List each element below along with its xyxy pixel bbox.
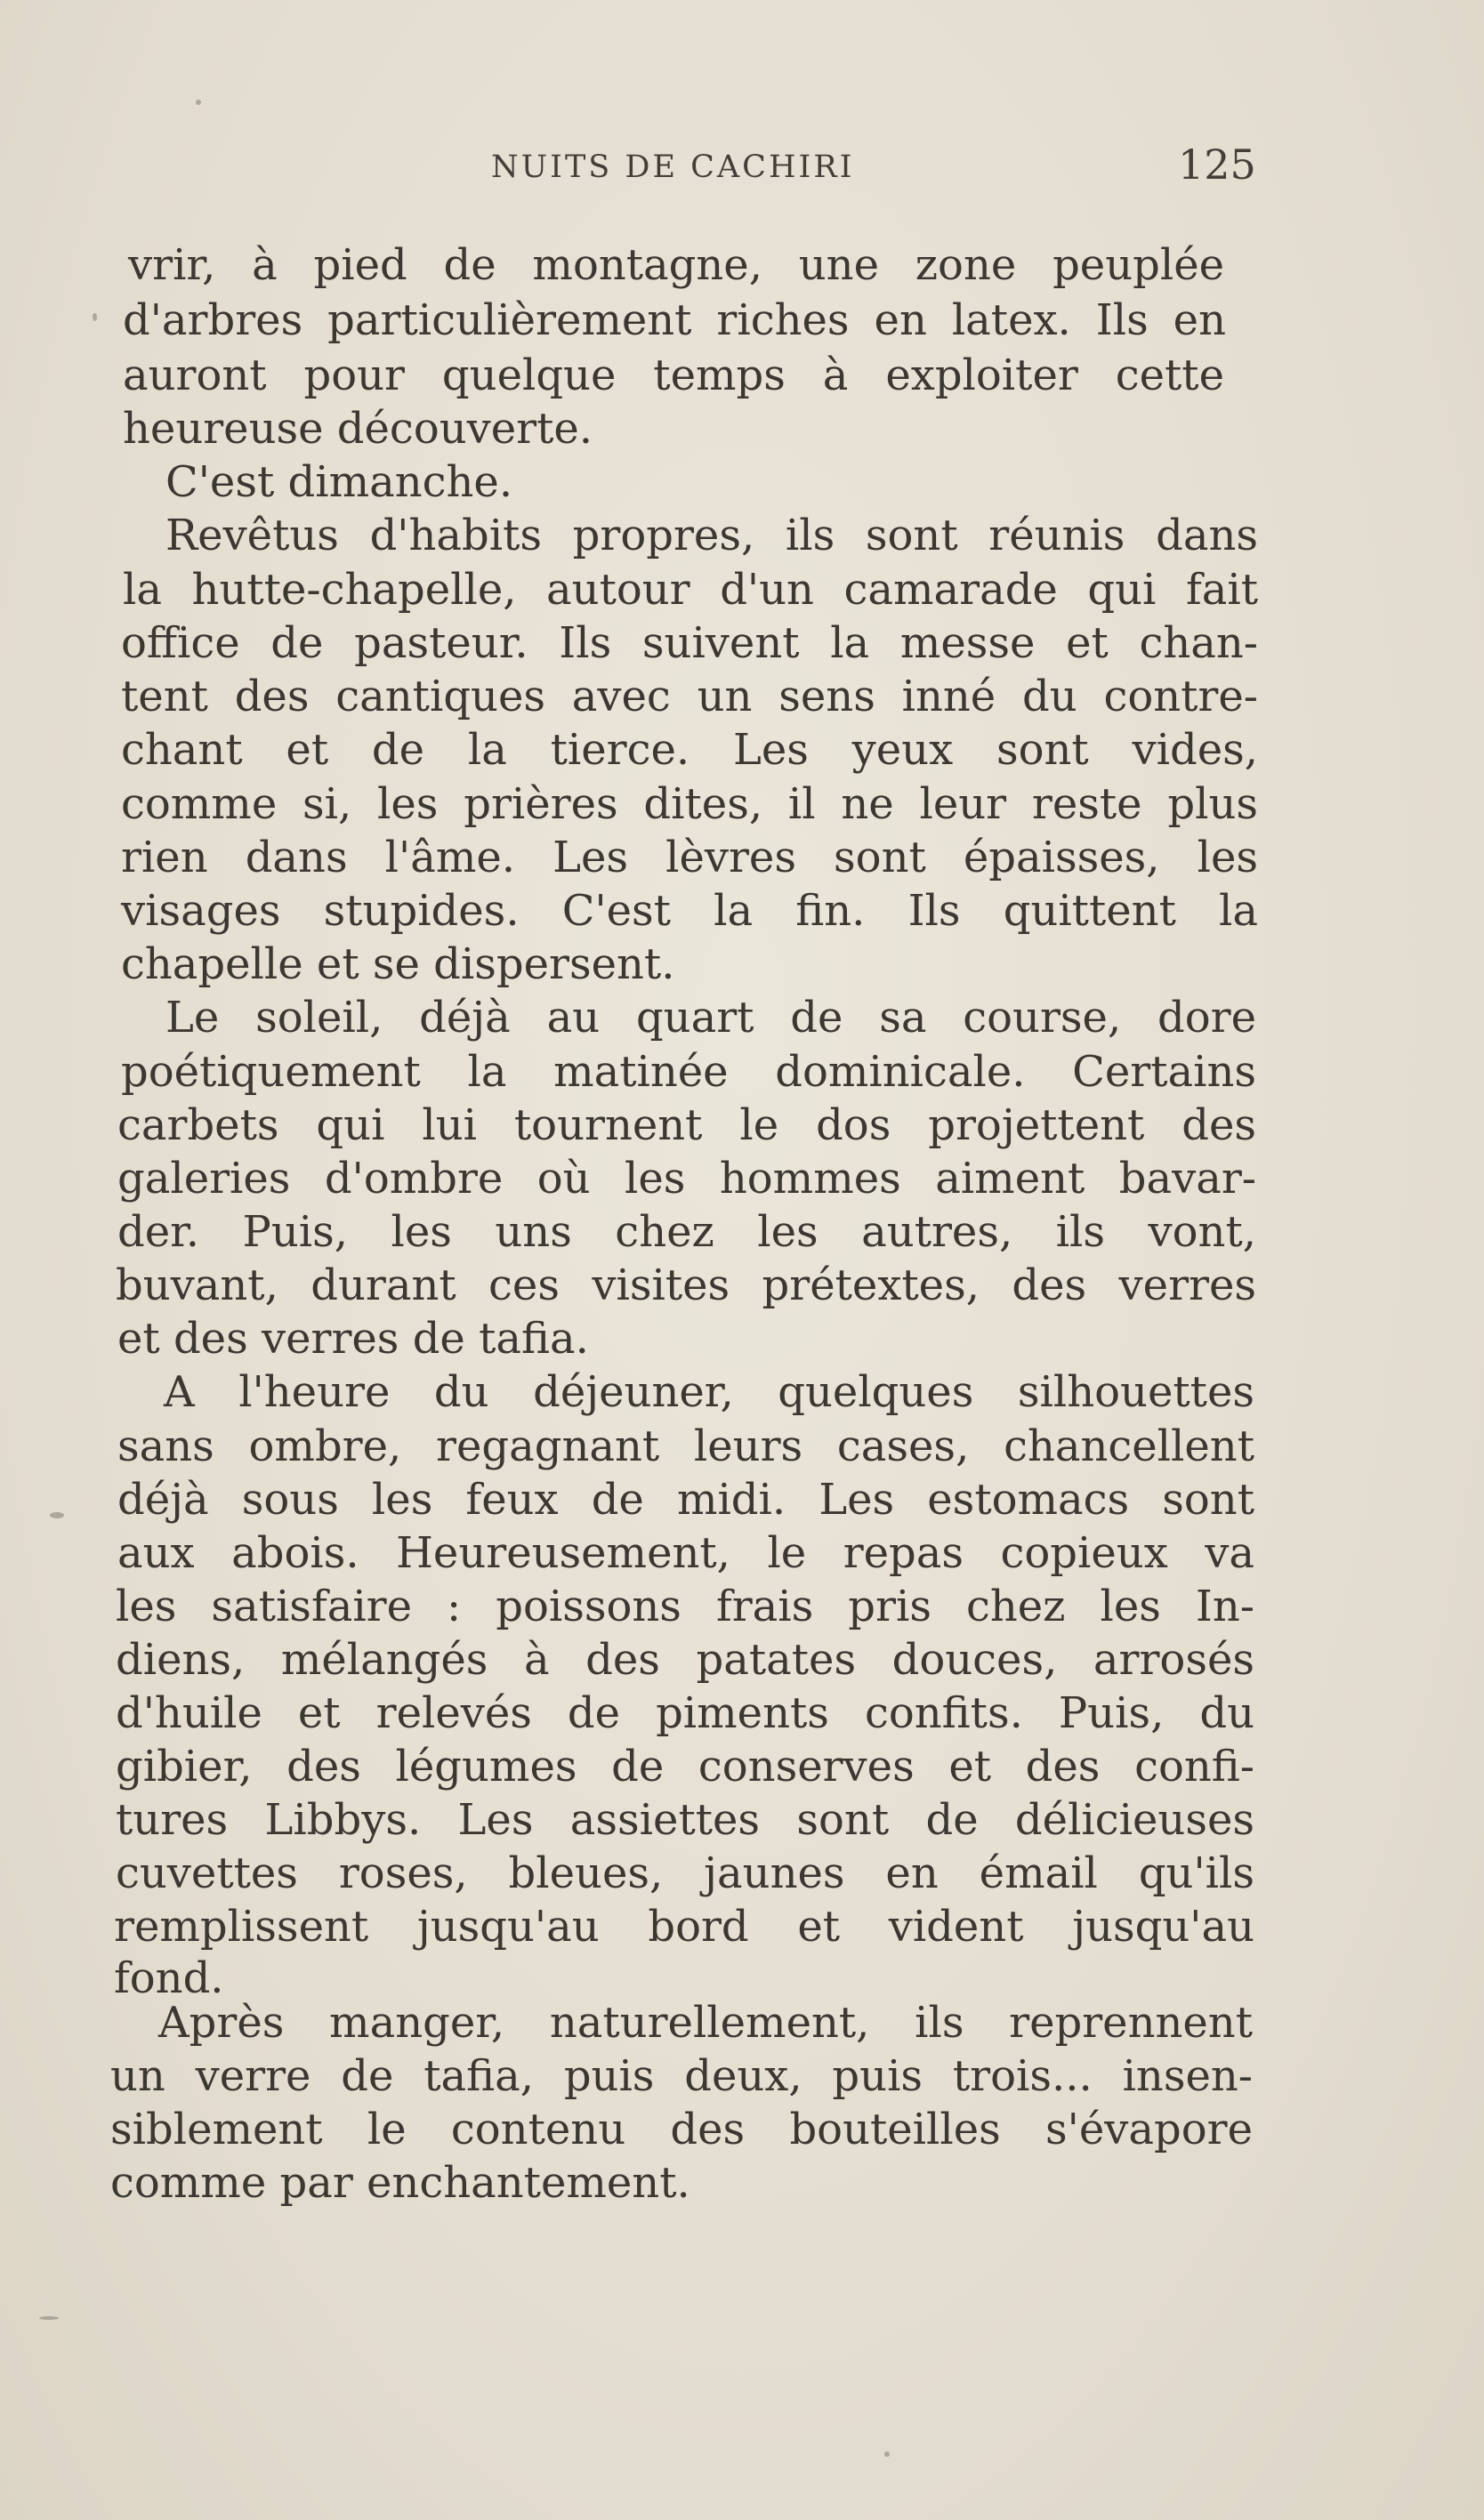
text-line: aux abois. Heureusement, le repas copieux va: [117, 1528, 1254, 1578]
text-line: et des verres de tafia.: [117, 1314, 589, 1364]
page-number: 125: [1178, 141, 1256, 189]
text-line: poétiquement la matinée dominicale. Certains: [121, 1047, 1256, 1097]
text-line: remplissent jusqu'au bord et vident jusqu'au: [114, 1902, 1254, 1952]
text-line: office de pasteur. Ils suivent la messe et chan-: [121, 618, 1258, 668]
text-line: carbets qui lui tournent le dos projettent des: [117, 1100, 1256, 1150]
text-line: tent des cantiques avec un sens inné du contre-: [121, 672, 1258, 721]
paper-speck: [93, 313, 97, 321]
paper-speck: [884, 2452, 890, 2457]
text-line: auront pour quelque temps à exploiter cette: [123, 350, 1224, 400]
text-line: C'est dimanche.: [165, 457, 513, 507]
text-line: fond.: [114, 1953, 224, 2003]
text-line: siblement le contenu des bouteilles s'évapore: [110, 2105, 1253, 2154]
text-line: comme si, les prières dites, il ne leur reste plus: [121, 779, 1258, 829]
text-line: comme par enchantement.: [110, 2158, 690, 2208]
text-line: der. Puis, les uns chez les autres, ils vont,: [117, 1207, 1256, 1257]
text-line: A l'heure du déjeuner, quelques silhouettes: [164, 1367, 1254, 1417]
text-line: sans ombre, regagnant leurs cases, chancellent: [117, 1421, 1254, 1471]
text-line: d'huile et relevés de piments confits. Puis, du: [116, 1688, 1254, 1738]
text-line: galeries d'ombre où les hommes aiment bavar-: [117, 1154, 1256, 1204]
text-line: visages stupides. C'est la fin. Ils quittent la: [121, 886, 1258, 936]
text-line: Après manger, naturellement, ils reprennent: [158, 1998, 1253, 2048]
text-line: chapelle et se dispersent.: [121, 939, 675, 989]
running-head: NUITS DE CACHIRI: [491, 149, 855, 185]
text-line: heureuse découverte.: [123, 404, 593, 454]
text-line: Revêtus d'habits propres, ils sont réunis dans: [165, 511, 1258, 560]
text-line: vrir, à pied de montagne, une zone peuplée: [128, 240, 1224, 290]
text-line: diens, mélangés à des patates douces, arrosés: [116, 1635, 1254, 1685]
text-line: rien dans l'âme. Les lèvres sont épaisses, les: [121, 833, 1258, 882]
paper-speck: [50, 1512, 64, 1518]
text-line: les satisfaire : poissons frais pris chez les In-: [116, 1582, 1254, 1631]
text-line: buvant, durant ces visites prétextes, des verres: [116, 1260, 1256, 1310]
text-line: gibier, des légumes de conserves et des confi-: [116, 1742, 1254, 1791]
text-line: Le soleil, déjà au quart de sa course, dore: [165, 993, 1256, 1043]
text-line: d'arbres particulièrement riches en latex. Ils en: [123, 295, 1226, 345]
paper-speck: [39, 2316, 59, 2320]
text-line: tures Libbys. Les assiettes sont de délicieuses: [116, 1795, 1254, 1845]
text-line: déjà sous les feux de midi. Les estomacs sont: [117, 1475, 1254, 1525]
text-line: chant et de la tierce. Les yeux sont vides,: [121, 725, 1258, 775]
text-line: la hutte-chapelle, autour d'un camarade qui fait: [123, 565, 1258, 615]
text-line: un verre de tafia, puis deux, puis trois... insen-: [110, 2051, 1253, 2101]
paper-speck: [196, 100, 201, 105]
text-line: cuvettes roses, bleues, jaunes en émail qu'ils: [116, 1848, 1254, 1898]
